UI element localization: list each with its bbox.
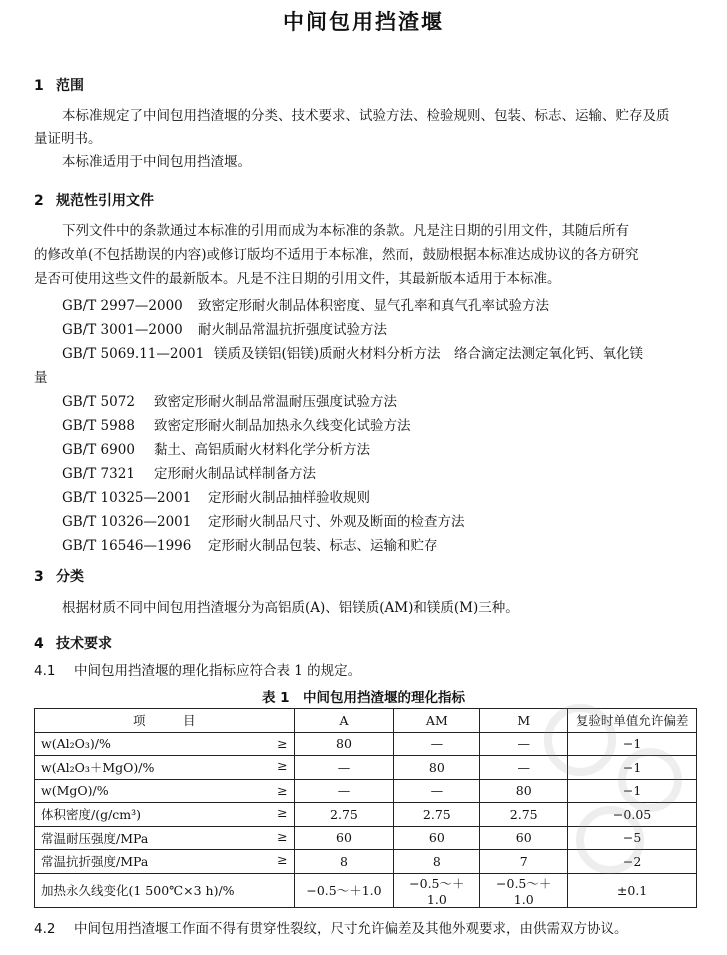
cell-am: 80 xyxy=(394,756,480,780)
section-1-heading xyxy=(34,75,84,95)
section-2-paragraph-line-3: 是否可使用这些文件的最新版本。凡是不注日期的引用文件，其最新版本适用于本标准。 xyxy=(34,271,561,287)
table-row xyxy=(35,850,697,874)
reference-name: 镁质及镁铝(铝镁)质耐火材料分析方法 络合滴定法测定氧化钙、氧化镁 xyxy=(214,346,644,362)
reference-name: 定形耐火制品尺寸、外观及断面的检查方法 xyxy=(208,514,465,530)
reference-item xyxy=(62,510,465,530)
cell-m: 80 xyxy=(480,779,568,803)
reference-item xyxy=(62,390,397,410)
reference-item xyxy=(62,486,370,506)
reference-code: GB/T 16546—1996 xyxy=(62,538,192,554)
cell-deviation: −1 xyxy=(568,779,697,803)
clause-4-1-number: 4.1 xyxy=(34,663,56,679)
column-header-am: AM xyxy=(394,709,480,733)
section-2-heading xyxy=(34,190,154,210)
reference-item xyxy=(62,534,438,554)
cell-m: −0.5～＋1.0 xyxy=(480,873,568,907)
item-label: w(Al₂O₃＋MgO)/% xyxy=(41,760,155,776)
cell-deviation: −2 xyxy=(568,850,697,874)
table-1 xyxy=(34,708,697,908)
clause-4-2 xyxy=(34,918,628,940)
cell-item xyxy=(35,732,295,756)
cell-item xyxy=(35,873,295,907)
section-3-heading xyxy=(34,566,84,586)
reference-code: GB/T 5988 xyxy=(62,418,135,434)
reference-name: 致密定形耐火制品体积密度、显气孔率和真气孔率试验方法 xyxy=(198,298,549,314)
document-title: 中间包用挡渣堰 xyxy=(283,10,444,34)
reference-code: 量 xyxy=(34,370,48,386)
cell-deviation: −1 xyxy=(568,756,697,780)
reference-code: GB/T 2997—2000 xyxy=(62,298,183,314)
table-row xyxy=(35,732,697,756)
cell-item xyxy=(35,803,295,827)
cell-am: −0.5～＋1.0 xyxy=(394,873,480,907)
cell-m: 2.75 xyxy=(480,803,568,827)
cell-am: — xyxy=(394,779,480,803)
cell-item xyxy=(35,779,295,803)
item-label: w(Al₂O₃)/% xyxy=(41,736,111,752)
cell-a: — xyxy=(294,779,394,803)
table-header-row xyxy=(35,709,697,733)
section-1-title: 范围 xyxy=(56,78,84,94)
section-2-paragraph-line-1: 下列文件中的条款通过本标准的引用而成为本标准的条款。凡是注日期的引用文件，其随后所有 xyxy=(62,223,629,239)
item-label: w(MgO)/% xyxy=(41,783,109,799)
cell-am: 2.75 xyxy=(394,803,480,827)
reference-code: GB/T 3001—2000 xyxy=(62,322,183,338)
column-header-m: M xyxy=(480,709,568,733)
reference-name: 耐火制品常温抗折强度试验方法 xyxy=(198,322,387,338)
cell-a: 60 xyxy=(294,826,394,850)
cell-item xyxy=(35,756,295,780)
operator: ≥ xyxy=(277,852,288,868)
cell-m: 60 xyxy=(480,826,568,850)
cell-item xyxy=(35,850,295,874)
operator: ≥ xyxy=(277,828,288,844)
cell-a: 80 xyxy=(294,732,394,756)
cell-item xyxy=(35,826,295,850)
column-header-deviation: 复验时单值允许偏差 xyxy=(568,709,697,733)
reference-item xyxy=(62,318,387,338)
clause-4-1 xyxy=(34,660,361,682)
section-3-number: 3 xyxy=(34,569,44,585)
section-2-title: 规范性引用文件 xyxy=(56,193,154,209)
cell-am: — xyxy=(394,732,480,756)
table-row xyxy=(35,873,697,907)
table-row xyxy=(35,803,697,827)
operator: ≥ xyxy=(277,736,288,752)
reference-item xyxy=(62,294,549,314)
table-row xyxy=(35,826,697,850)
column-header-a: A xyxy=(294,709,394,733)
cell-deviation: −5 xyxy=(568,826,697,850)
clause-4-2-number: 4.2 xyxy=(34,921,56,937)
reference-continuation xyxy=(34,366,48,386)
cell-am: 60 xyxy=(394,826,480,850)
cell-a: — xyxy=(294,756,394,780)
reference-item xyxy=(62,414,411,434)
table-row xyxy=(35,756,697,780)
cell-m: — xyxy=(480,732,568,756)
section-4-number: 4 xyxy=(34,636,44,652)
cell-m: 7 xyxy=(480,850,568,874)
column-header-item: 项 目 xyxy=(35,709,295,733)
reference-item xyxy=(62,462,316,482)
cell-am: 8 xyxy=(394,850,480,874)
reference-code: GB/T 5069.11—2001 xyxy=(62,346,205,362)
item-label: 常温抗折强度/MPa xyxy=(41,854,149,870)
cell-a: 2.75 xyxy=(294,803,394,827)
table-1-title: 表 1 中间包用挡渣堰的理化指标 xyxy=(261,690,466,706)
cell-deviation: −0.05 xyxy=(568,803,697,827)
section-1-paragraph-2: 本标准适用于中间包用挡渣堰。 xyxy=(62,154,251,170)
reference-name: 定形耐火制品包装、标志、运输和贮存 xyxy=(208,538,438,554)
section-2-number: 2 xyxy=(34,193,44,209)
item-label: 常温耐压强度/MPa xyxy=(41,830,149,846)
reference-code: GB/T 10325—2001 xyxy=(62,490,192,506)
reference-code: GB/T 10326—2001 xyxy=(62,514,192,530)
reference-code: GB/T 5072 xyxy=(62,394,135,410)
reference-name: 致密定形耐火制品常温耐压强度试验方法 xyxy=(154,394,397,410)
cell-deviation: ±0.1 xyxy=(568,873,697,907)
section-2-paragraph-line-2: 的修改单(不包括勘误的内容)或修订版均不适用于本标准，然而，鼓励根据本标准达成协议的各方研究 xyxy=(34,247,639,263)
item-label: 体积密度/(g/cm³) xyxy=(41,807,142,823)
clause-4-1-text: 中间包用挡渣堰的理化指标应符合表 1 的规定。 xyxy=(74,663,362,679)
reference-code: GB/T 6900 xyxy=(62,442,135,458)
section-4-title: 技术要求 xyxy=(56,636,112,652)
reference-name: 定形耐火制品抽样验收规则 xyxy=(208,490,370,506)
operator: ≥ xyxy=(277,805,288,821)
operator: ≥ xyxy=(277,758,288,774)
reference-name: 黏土、高铝质耐火材料化学分析方法 xyxy=(154,442,370,458)
section-1-paragraph-1-line-2: 量证明书。 xyxy=(34,131,102,147)
section-4-heading xyxy=(34,633,112,653)
cell-a: 8 xyxy=(294,850,394,874)
section-3-title: 分类 xyxy=(56,569,84,585)
operator: ≥ xyxy=(277,783,288,799)
table-row xyxy=(35,779,697,803)
reference-name: 致密定形耐火制品加热永久线变化试验方法 xyxy=(154,418,411,434)
reference-item xyxy=(62,438,370,458)
cell-deviation: −1 xyxy=(568,732,697,756)
section-1-paragraph-1-line-1: 本标准规定了中间包用挡渣堰的分类、技术要求、试验方法、检验规则、包装、标志、运输、贮存及质 xyxy=(62,108,670,124)
section-1-number: 1 xyxy=(34,78,44,94)
clause-4-2-text: 中间包用挡渣堰工作面不得有贯穿性裂纹，尺寸允许偏差及其他外观要求，由供需双方协议。 xyxy=(74,921,628,937)
cell-a: −0.5～＋1.0 xyxy=(294,873,394,907)
cell-m: — xyxy=(480,756,568,780)
reference-code: GB/T 7321 xyxy=(62,466,135,482)
item-label: 加热永久线变化(1 500℃×3 h)/% xyxy=(41,883,235,898)
reference-item xyxy=(62,342,643,362)
section-3-paragraph: 根据材质不同中间包用挡渣堰分为高铝质(A)、铝镁质(AM)和镁质(M)三种。 xyxy=(62,600,519,616)
reference-name: 定形耐火制品试样制备方法 xyxy=(154,466,316,482)
